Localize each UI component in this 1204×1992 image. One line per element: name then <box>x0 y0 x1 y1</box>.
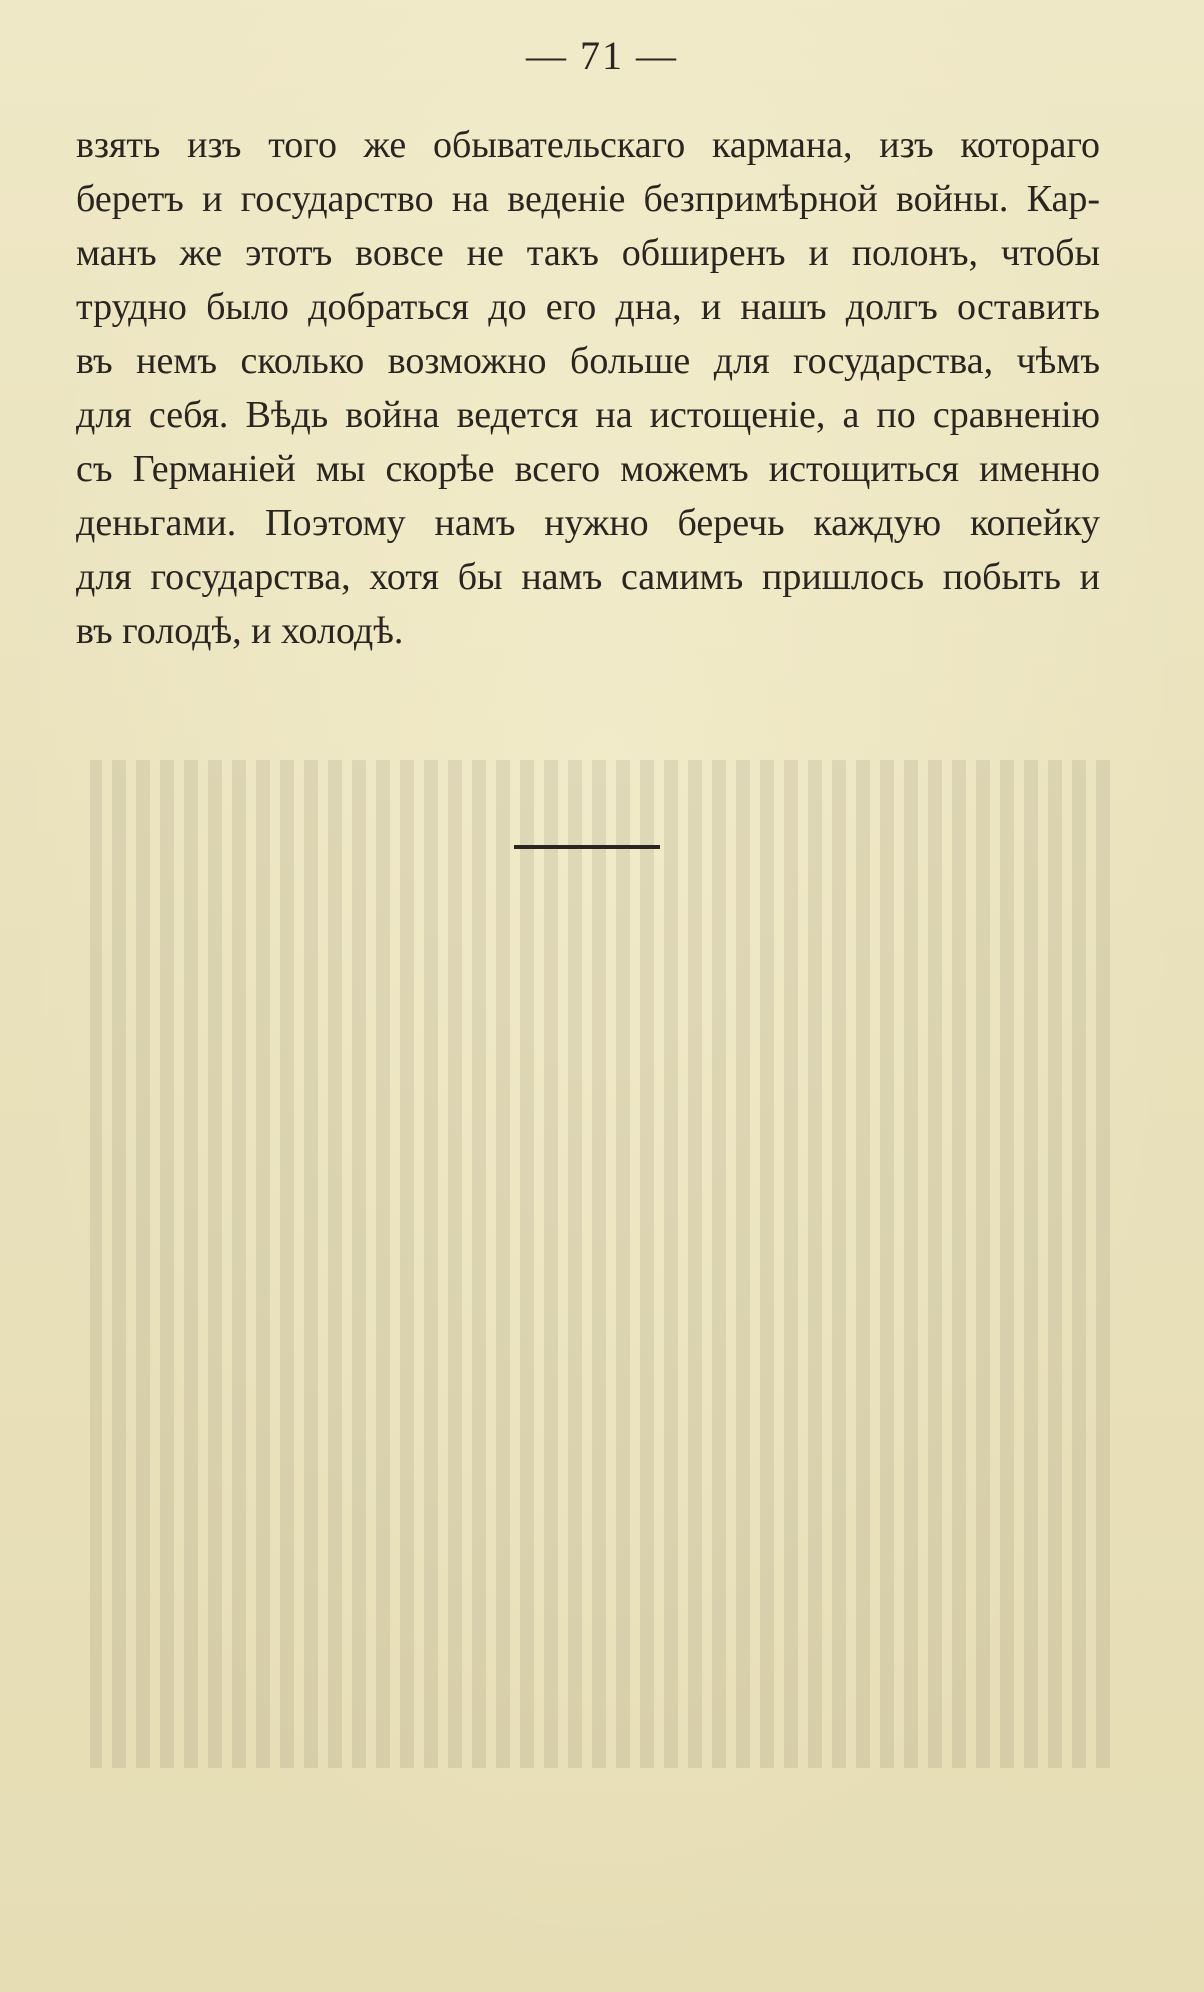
text-line: для себя. Вѣдь война ведется на истощеніе, а по сравненію <box>76 394 1100 436</box>
text-line: съ Германіей мы скорѣе всего можемъ истощиться именно <box>76 448 1100 490</box>
page-number: — 71 — <box>526 33 678 78</box>
text-line: въ голодѣ, и холодѣ. <box>76 610 404 652</box>
text-line: въ немъ сколько возможно больше для государства, чѣмъ <box>76 340 1100 382</box>
text-line: взять изъ того же обывательскаго кармана, изъ котораго <box>76 124 1100 166</box>
section-divider <box>514 845 660 849</box>
body-paragraph <box>76 118 1100 658</box>
text-line: манъ же этотъ вовсе не такъ обширенъ и полонъ, чтобы <box>76 232 1100 274</box>
text-line: деньгами. Поэтому намъ нужно беречь каждую копейку <box>76 502 1100 544</box>
text-line: трудно было добраться до его дна, и нашъ долгъ оставить <box>76 286 1100 328</box>
reverse-side-show-through <box>90 760 1110 1820</box>
text-line: для государства, хотя бы намъ самимъ пришлось побыть и <box>76 556 1100 598</box>
text-line: беретъ и государство на веденіе безпримѣрной войны. Кар- <box>76 178 1100 220</box>
